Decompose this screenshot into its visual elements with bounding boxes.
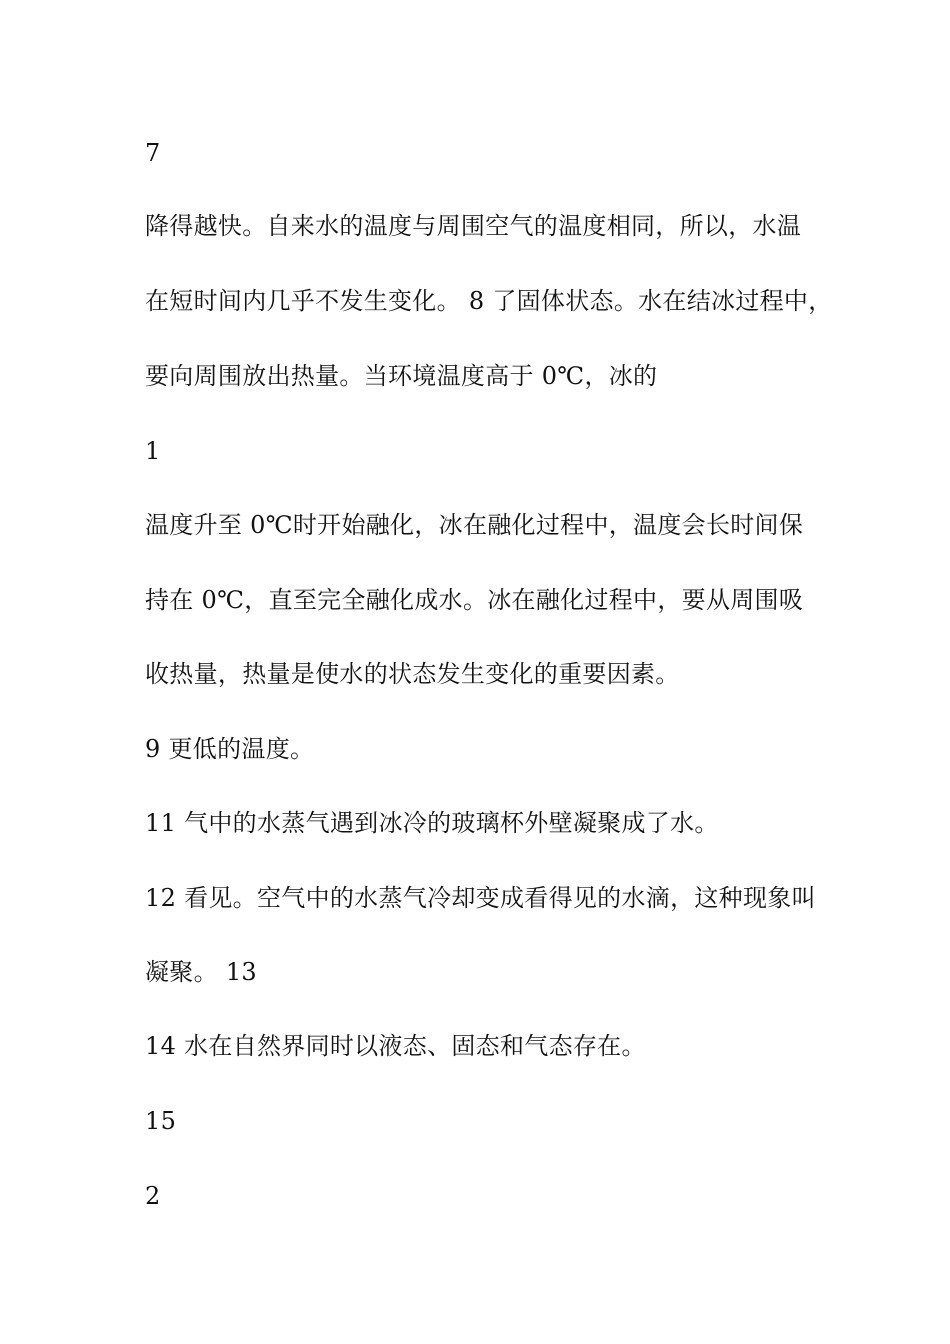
text-line: 在短时间内几乎不发生变化。 8 了固体状态。水在结冰过程中， [145,287,833,315]
page-number-15: 15 [145,1107,177,1135]
text-line: 降得越快。自来水的温度与周围空气的温度相同，所以，水温 [145,212,802,240]
text-line: 12 看见。空气中的水蒸气冷却变成看得见的水滴，这种现象叫 [145,884,816,912]
text-line: 温度升至 0℃时开始融化，冰在融化过程中，温度会长时间保 [145,511,804,539]
page-number-7: 7 [145,139,161,167]
text-line: 11 气中的水蒸气遇到冰冷的玻璃杯外壁凝聚成了水。 [145,809,719,837]
text-line: 收热量，热量是使水的状态发生变化的重要因素。 [145,660,680,688]
page-number-2: 2 [145,1182,161,1210]
page-number-1: 1 [145,437,161,465]
text-line: 要向周围放出热量。当环境温度高于 0℃，冰的 [145,362,658,390]
text-line: 14 水在自然界同时以液态、固态和气态存在。 [145,1032,646,1060]
text-line: 凝聚。 13 [145,958,257,986]
text-line: 9 更低的温度。 [145,735,315,763]
text-line: 持在 0℃，直至完全融化成水。冰在融化过程中，要从周围吸 [145,586,804,614]
